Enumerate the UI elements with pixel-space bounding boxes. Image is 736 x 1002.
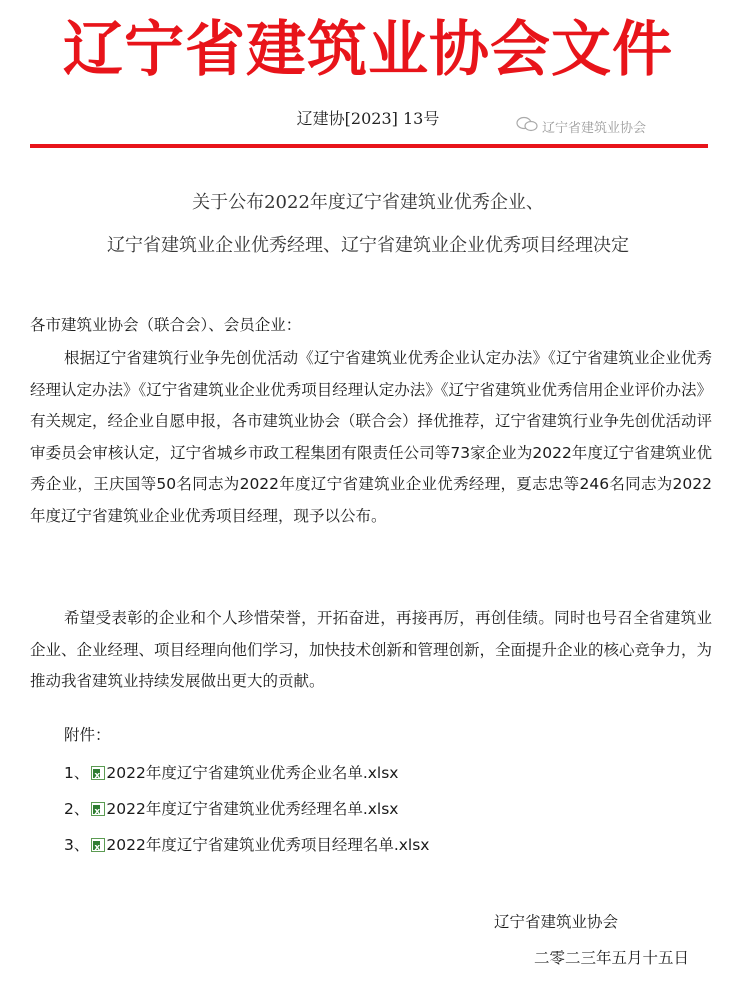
wechat-watermark xyxy=(516,116,646,136)
document-header-title: 辽宁省建筑业协会文件 xyxy=(63,15,673,85)
attachment-item-2[interactable] xyxy=(64,798,398,820)
attachment-link[interactable]: 2022年度辽宁省建筑业优秀企业名单.xlsx xyxy=(106,764,399,782)
header-divider xyxy=(30,144,708,148)
attachment-number: 3、 xyxy=(64,836,90,854)
attachments-label: 附件： xyxy=(64,726,111,744)
body-paragraph-1: 根据辽宁省建筑行业争先创优活动《辽宁省建筑业优秀企业认定办法》《辽宁省建筑业企业优秀经理认定办法》《辽宁省建筑业企业优秀项目经理认定办法》《辽宁省建筑业优秀信用企业评价办法》有关规定，经企业自愿申报，各市建筑业协会（联合会）择优推荐，辽宁省建筑行业争先创优活动评审委员会审核认定，辽宁省城乡市政工程集团有限责任公司等73家企业为2022年度辽宁省建筑业优秀企业，王庆国等50名同志为2022年度辽宁省建筑业企业优秀经理，夏志忠等246名同志为2022年度辽宁省建筑业企业优秀项目经理，现予以公布。 xyxy=(30,349,713,525)
excel-file-icon xyxy=(91,766,105,780)
signing-organization: 辽宁省建筑业协会 xyxy=(494,913,619,931)
excel-file-icon xyxy=(91,802,105,816)
document-title-line1: 关于公布2022年度辽宁省建筑业优秀企业、 xyxy=(192,192,544,213)
attachment-number: 1、 xyxy=(64,764,90,782)
attachment-link[interactable]: 2022年度辽宁省建筑业优秀项目经理名单.xlsx xyxy=(106,836,430,854)
signing-date: 二零二三年五月十五日 xyxy=(534,949,690,967)
attachment-item-3[interactable] xyxy=(64,834,429,856)
excel-file-icon xyxy=(91,838,105,852)
attachment-number: 2、 xyxy=(64,800,90,818)
body-paragraph-2: 希望受表彰的企业和个人珍惜荣誉，开拓奋进，再接再厉，再创佳绩。同时也号召全省建筑业企业、企业经理、项目经理向他们学习，加快技术创新和管理创新，全面提升企业的核心竞争力，为推动我省建筑业持续发展做出更大的贡献。 xyxy=(30,609,713,691)
document-title-line2: 辽宁省建筑业企业优秀经理、辽宁省建筑业企业优秀项目经理决定 xyxy=(107,235,629,256)
attachment-item-1[interactable] xyxy=(64,762,398,784)
watermark-text: 辽宁省建筑业协会 xyxy=(542,120,647,136)
salutation: 各市建筑业协会（联合会）、会员企业： xyxy=(30,316,302,334)
wechat-icon xyxy=(516,116,538,136)
attachment-link[interactable]: 2022年度辽宁省建筑业优秀经理名单.xlsx xyxy=(106,800,399,818)
document-number: 辽建协[2023] 13号 xyxy=(296,109,440,128)
